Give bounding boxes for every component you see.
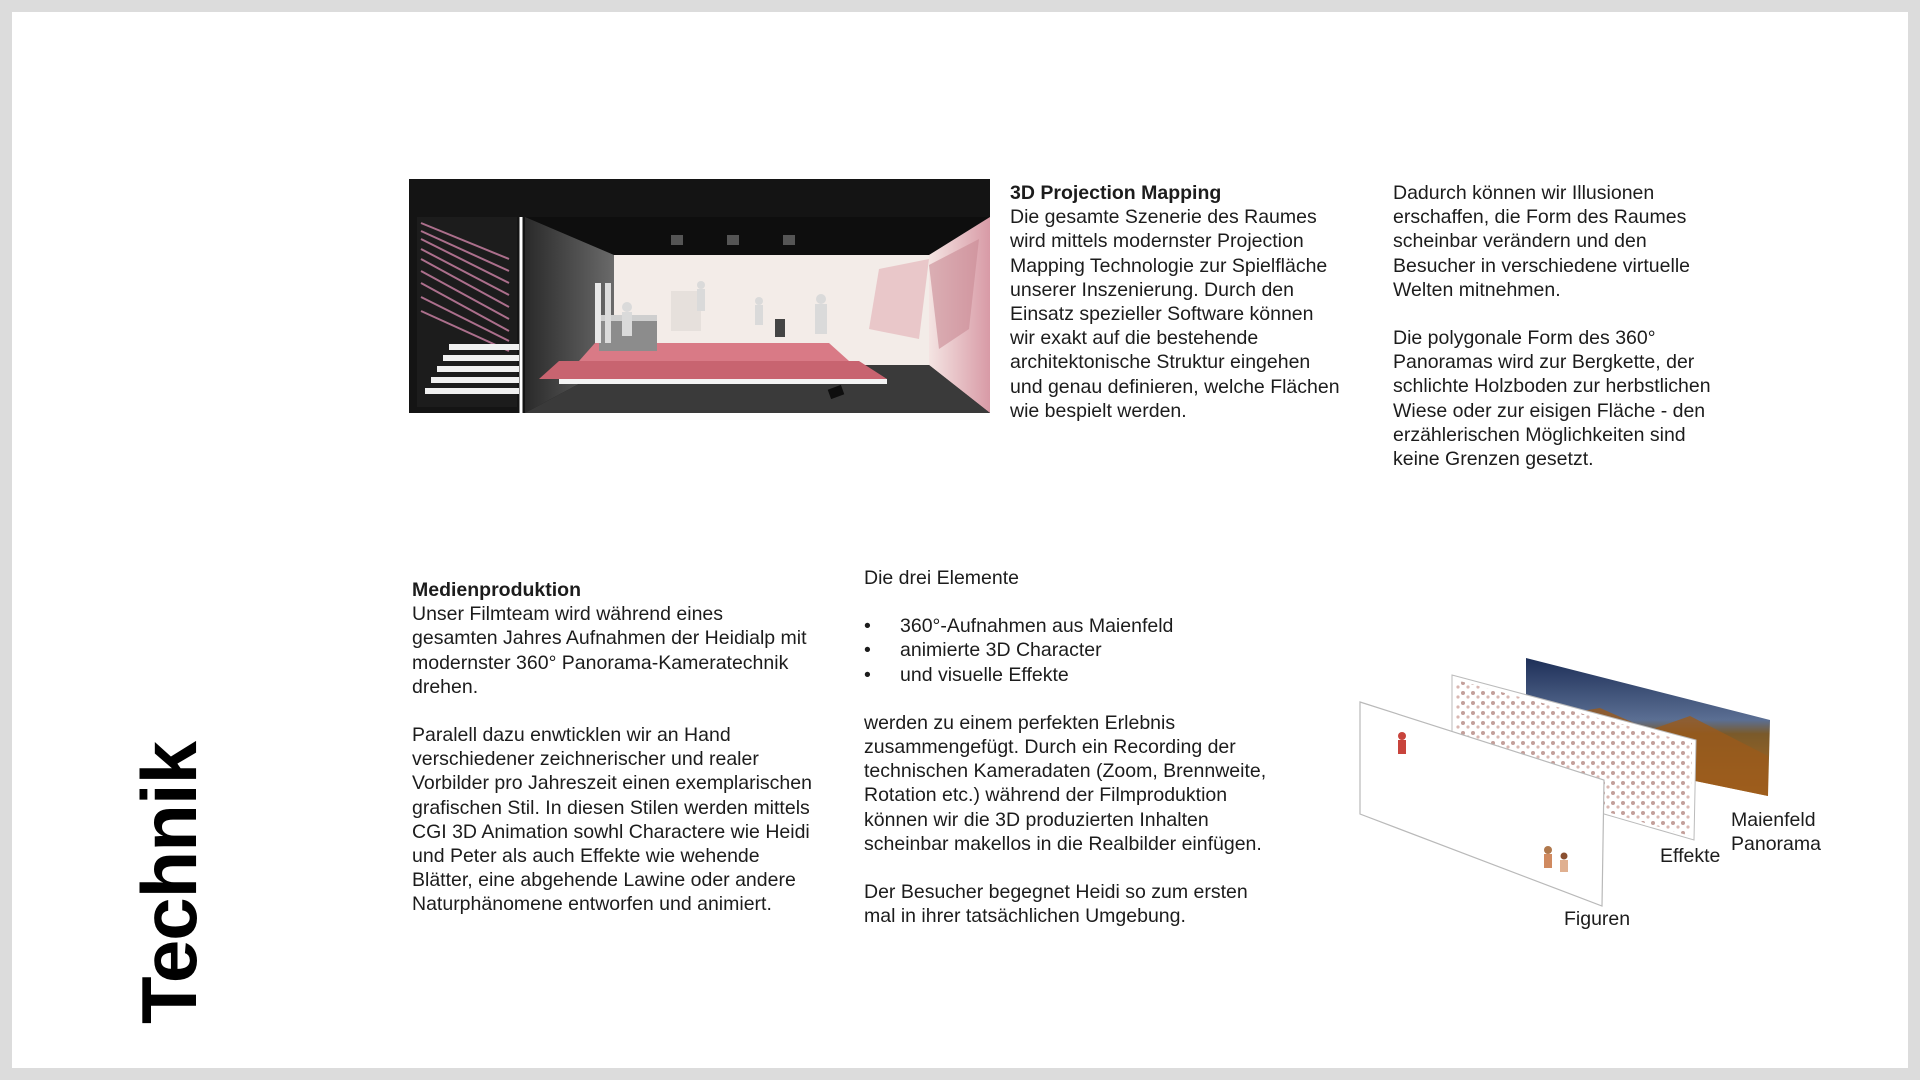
text-line: Paralell dazu enwticklen wir an Hand bbox=[412, 724, 731, 747]
projection-heading: 3D Projection Mapping bbox=[1010, 182, 1222, 204]
text-line: architektonische Struktur eingehen bbox=[1010, 351, 1311, 374]
text-line: erzählerischen Möglichkeiten sind bbox=[1393, 423, 1686, 446]
text-line: Der Besucher begegnet Heidi so zum ersten bbox=[864, 881, 1248, 904]
media-heading: Medienproduktion bbox=[412, 579, 581, 601]
text-line: zusammengefügt. Durch ein Recording der bbox=[864, 736, 1236, 759]
projection-mapping-block bbox=[1010, 181, 1340, 423]
text-line: scheinbar verändern und den bbox=[1393, 230, 1647, 253]
text-line: Wiese oder zur eisigen Fläche - den bbox=[1393, 399, 1706, 422]
text-line: drehen. bbox=[412, 675, 479, 698]
label-panorama: Panorama bbox=[1731, 833, 1821, 855]
list-item: • animierte 3D Character bbox=[864, 638, 1304, 662]
list-item: • und visuelle Effekte bbox=[864, 663, 1304, 687]
text-line: technischen Kameradaten (Zoom, Brennweite, bbox=[864, 760, 1267, 783]
text-line: Blätter, eine abgehende Lawine oder andere bbox=[412, 869, 796, 892]
text-line: erschaffen, die Form des Raumes bbox=[1393, 206, 1687, 229]
label-effekte: Effekte bbox=[1660, 845, 1721, 867]
text-line: wird mittels modernster Projection bbox=[1010, 230, 1304, 253]
text-line: können wir die 3D produzierten Inhalten bbox=[864, 808, 1209, 831]
heidi-figure bbox=[1398, 732, 1406, 754]
text-line: Dadurch können wir Illusionen bbox=[1393, 182, 1655, 204]
text-line: modernster 360° Panorama-Kameratechnik bbox=[412, 651, 789, 674]
label-maienfeld: Maienfeld bbox=[1731, 809, 1816, 831]
text-line: werden zu einem perfekten Erlebnis bbox=[864, 711, 1176, 734]
text-line: keine Grenzen gesetzt. bbox=[1393, 448, 1594, 471]
label-figuren: Figuren bbox=[1564, 908, 1631, 930]
text-line: wie bespielt werden. bbox=[1010, 399, 1187, 422]
text-line: Besucher in verschiedene virtuelle bbox=[1393, 254, 1690, 277]
elements-list bbox=[864, 614, 1304, 687]
list-item: • 360°-Aufnahmen aus Maienfeld bbox=[864, 614, 1304, 638]
text-line: Mapping Technologie zur Spielfläche bbox=[1010, 254, 1328, 277]
text-line: gesamten Jahres Aufnahmen der Heidialp mit bbox=[412, 627, 807, 650]
text-line: wir exakt auf die bestehende bbox=[1010, 327, 1259, 350]
text-line: Die polygonale Form des 360° bbox=[1393, 327, 1656, 350]
text-line: Einsatz spezieller Software können bbox=[1010, 303, 1314, 326]
text-line: verschiedener zeichnerischer und realer bbox=[412, 748, 759, 771]
text-line: scheinbar makellos in die Realbilder einfügen. bbox=[864, 832, 1262, 855]
illusion-block bbox=[1393, 181, 1733, 471]
layers-diagram bbox=[1350, 650, 1770, 950]
text-line: Die gesamte Szenerie des Raumes bbox=[1010, 206, 1317, 229]
elements-intro: Die drei Elemente bbox=[864, 567, 1019, 589]
text-line: unserer Inszenierung. Durch den bbox=[1010, 278, 1294, 301]
text-line: grafischen Stil. In diesen Stilen werden mittels bbox=[412, 796, 810, 819]
text-line: Panoramas wird zur Bergkette, der bbox=[1393, 351, 1695, 374]
text-line: Welten mitnehmen. bbox=[1393, 278, 1561, 301]
elements-block bbox=[864, 566, 1304, 928]
text-line: Naturphänomene entworfen und animiert. bbox=[412, 893, 772, 916]
text-line: CGI 3D Animation sowhl Charactere wie Heidi bbox=[412, 820, 810, 843]
text-line: schlichte Holzboden zur herbstlichen bbox=[1393, 375, 1711, 398]
text-line: und genau definieren, welche Flächen bbox=[1010, 375, 1340, 398]
text-line: Vorbilder pro Jahreszeit einen exemplarischen bbox=[412, 772, 812, 795]
text-line: und Peter als auch Effekte wie wehende bbox=[412, 845, 760, 868]
side-title: Technik bbox=[125, 742, 213, 1024]
projection-mapping-illustration bbox=[409, 179, 990, 413]
text-line: Unser Filmteam wird während eines bbox=[412, 603, 724, 626]
text-line: mal in ihrer tatsächlichen Umgebung. bbox=[864, 905, 1186, 928]
text-line: Rotation etc.) während der Filmproduktion bbox=[864, 784, 1228, 807]
media-production-block bbox=[412, 578, 842, 917]
